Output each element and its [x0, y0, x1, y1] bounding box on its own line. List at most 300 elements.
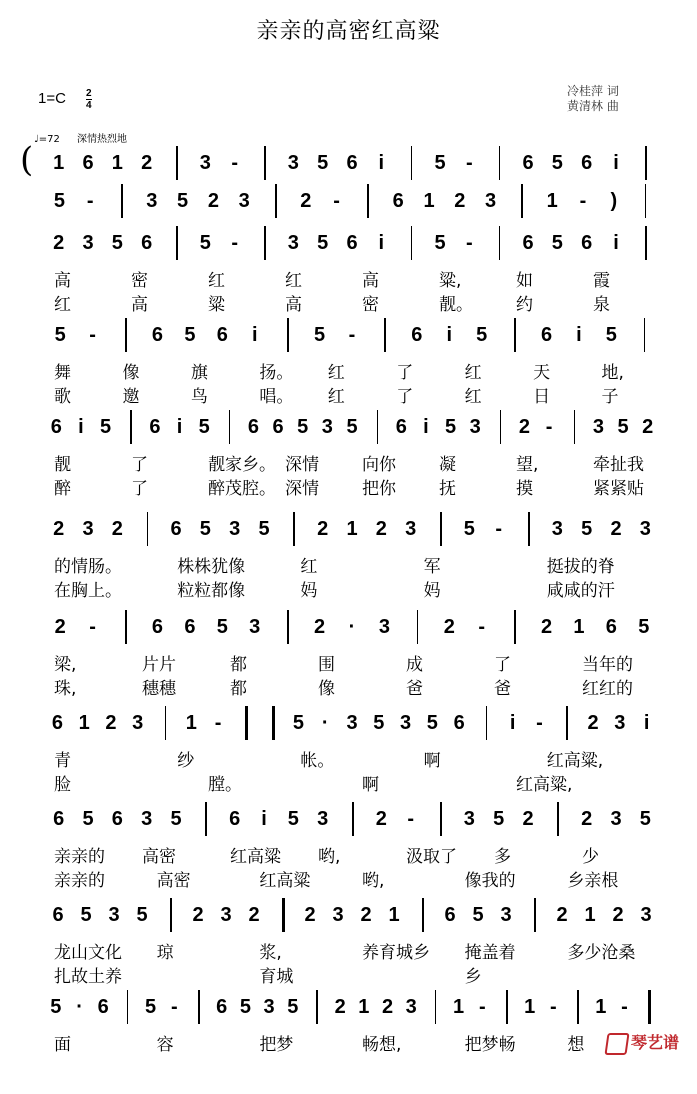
lyrics-line-2 [0, 382, 697, 407]
lyric: 红 [300, 557, 318, 577]
note: - [231, 152, 238, 174]
lyric: 子 [601, 387, 619, 407]
note: 1 [423, 190, 435, 212]
note: · [76, 996, 83, 1018]
barline [205, 802, 207, 836]
lyric: 穗穗 [142, 679, 176, 699]
note: 5 [198, 416, 210, 438]
note: 2 [53, 232, 65, 254]
barline [435, 990, 437, 1024]
lyric: 浆, [259, 943, 282, 963]
note: 5 [426, 712, 438, 734]
barline [521, 184, 523, 218]
lyric: 唱。 [259, 387, 294, 407]
lyric: 脸 [54, 775, 71, 795]
note: 6 [346, 232, 358, 254]
note: 5 [80, 904, 92, 926]
lyric: 亲亲的 [54, 847, 105, 867]
lyric: 啊 [423, 751, 441, 771]
lyric: 如 [516, 271, 533, 291]
lyrics-line-1 [0, 746, 697, 771]
note: i [446, 324, 453, 346]
lyric: 红红的 [582, 679, 633, 699]
barline [287, 610, 289, 644]
lyric: 多 [494, 847, 511, 867]
barline [514, 610, 516, 644]
barline [514, 318, 516, 352]
note: 5 [346, 416, 358, 438]
lyric: 妈 [300, 581, 318, 601]
note: 5 [53, 190, 65, 212]
note: 5 [184, 324, 196, 346]
note: - [407, 808, 414, 830]
note: i [423, 416, 429, 438]
lyrics-line-1 [0, 450, 697, 475]
lyric: 了 [131, 455, 148, 475]
note: 3 [592, 416, 604, 438]
note: 1 [111, 152, 123, 174]
barline [411, 226, 413, 260]
note: - [465, 152, 473, 174]
note: 3 [321, 416, 333, 438]
score-row [0, 614, 697, 714]
score-row [0, 710, 697, 810]
lyrics-line-1 [0, 650, 697, 675]
note: i [509, 712, 516, 734]
lyric: 醉茂腔。 [208, 479, 276, 499]
lyric: 紧紧贴 [593, 479, 644, 499]
note: 2 [192, 904, 204, 926]
note: - [214, 712, 222, 734]
lyric: 面 [54, 1035, 71, 1055]
note: 6 [51, 712, 63, 734]
score-row [0, 516, 697, 616]
note: 3 [463, 808, 475, 830]
note: 1 [185, 712, 197, 734]
lyric: 挺拔的脊 [546, 557, 615, 577]
lyrics-line-2 [0, 866, 697, 891]
note: - [231, 232, 238, 254]
lyric: 亲亲的 [54, 871, 105, 891]
note: 5 [551, 232, 563, 254]
note: 5 [444, 416, 457, 438]
barline [440, 802, 442, 836]
lyric: 红 [54, 295, 71, 315]
meter-bottom: 4 [86, 100, 92, 111]
note: 6 [216, 996, 228, 1018]
notes-line [0, 902, 697, 932]
lyric: 深情 [285, 479, 319, 499]
lyric: 咸咸的汗 [546, 581, 615, 601]
note: 6 [247, 416, 259, 438]
barline [440, 512, 442, 546]
note: - [621, 996, 628, 1018]
lyric: 帐。 [300, 751, 335, 771]
barline [500, 410, 502, 444]
note: 6 [272, 416, 284, 438]
note: 3 [405, 996, 417, 1018]
note: 2 [540, 616, 553, 638]
note: 1 [584, 904, 596, 926]
lyric: 像 [318, 679, 335, 699]
note: 2 [314, 616, 326, 638]
note: 2 [334, 996, 346, 1018]
note: 3 [551, 518, 563, 540]
note: 5 [111, 232, 123, 254]
lyric: 邀 [122, 387, 140, 407]
notes-line [0, 614, 697, 644]
note: i [643, 712, 650, 734]
note: 5 [373, 712, 385, 734]
note: 6 [170, 518, 182, 540]
time-signature [86, 88, 92, 111]
note: 3 [469, 416, 481, 438]
note: 6 [411, 324, 423, 346]
lyric: 妈 [423, 581, 441, 601]
lyric: 高 [54, 271, 71, 291]
note: 5 [493, 808, 505, 830]
note: i [378, 232, 385, 254]
note: 1 [573, 616, 585, 638]
note: 6 [97, 996, 109, 1018]
notes-line [0, 516, 697, 546]
lyric: 爸 [406, 679, 423, 699]
barline [287, 318, 289, 352]
notes-line [0, 994, 697, 1024]
barline [506, 990, 508, 1024]
lyric: 了 [396, 363, 414, 383]
lyric: 哟, [362, 871, 385, 891]
lyric: 都 [230, 655, 247, 675]
lyric: 容 [156, 1035, 174, 1055]
tempo-marking [34, 130, 127, 145]
note: 5 [54, 324, 66, 346]
note: 3 [346, 712, 358, 734]
note: 5 [292, 712, 304, 734]
note: 2 [375, 808, 387, 830]
barline [377, 410, 379, 444]
lyric: 纱 [177, 751, 195, 771]
note: 6 [453, 712, 465, 734]
note: 6 [53, 808, 65, 830]
lyric: 红 [208, 271, 225, 291]
note: 2 [141, 152, 153, 174]
lyric: 琼 [156, 943, 174, 963]
lyric: 把梦畅 [464, 1035, 516, 1055]
note: 5 [145, 996, 157, 1018]
note: 5 [434, 232, 446, 254]
note: 5 [50, 996, 62, 1018]
note: 2 [207, 190, 219, 212]
lyric: 约 [516, 295, 533, 315]
barline [130, 410, 132, 444]
lyric: 把梦 [259, 1035, 294, 1055]
lyric: 粱, [439, 271, 462, 291]
note: - [348, 324, 356, 346]
note: i [251, 324, 258, 346]
note: - [536, 712, 543, 734]
lyric: 密 [362, 295, 379, 315]
note: 6 [540, 324, 553, 346]
note: 3 [614, 712, 626, 734]
lyrics-line-1 [0, 938, 697, 963]
lyric: 泉 [593, 295, 610, 315]
barline [264, 226, 266, 260]
barline [645, 184, 647, 218]
lyric: 牵扯我 [593, 455, 644, 475]
barline [176, 146, 178, 180]
note: 2 [610, 518, 622, 540]
lyric: 了 [131, 479, 148, 499]
lyric: 天 [533, 363, 551, 383]
note: 6 [392, 190, 404, 212]
note: 5 [239, 996, 251, 1018]
lyric: 汲取了 [406, 847, 457, 867]
barline [367, 184, 369, 218]
lyrics-line-1 [0, 266, 697, 291]
note: 3 [317, 808, 329, 830]
barline [176, 226, 178, 260]
barline [245, 706, 248, 740]
note: 2 [360, 904, 372, 926]
lyric: 多少沧桑 [567, 943, 636, 963]
note: 1 [453, 996, 465, 1018]
note: - [89, 616, 96, 638]
note: 2 [375, 518, 387, 540]
expression-mark: 深情热烈地 [77, 134, 128, 145]
lyric: 靓。 [439, 295, 473, 315]
score-row [0, 902, 697, 1002]
note: - [579, 190, 587, 212]
score-row [0, 230, 697, 330]
notes-line [0, 322, 697, 352]
lyric: 啊 [362, 775, 379, 795]
score-row [0, 322, 697, 422]
note: 1 [388, 904, 400, 926]
note: - [478, 616, 485, 638]
note: 1 [524, 996, 536, 1018]
note: 3 [500, 904, 512, 926]
barline [411, 146, 413, 180]
note: 5 [297, 416, 309, 438]
score-row [0, 414, 697, 514]
note: 3 [141, 808, 153, 830]
note: 6 [444, 904, 456, 926]
barline [170, 898, 172, 932]
lyric: 珠, [54, 679, 77, 699]
barline [499, 226, 501, 260]
note: 5 [317, 232, 329, 254]
lyric: 乡亲根 [567, 871, 619, 891]
barline [229, 410, 231, 444]
barline [534, 898, 536, 932]
lyric: 红高粱 [230, 847, 281, 867]
lyric: 歌 [54, 387, 71, 407]
notes-line [0, 806, 697, 836]
lyric: 高密 [156, 871, 191, 891]
note: 2 [518, 416, 531, 438]
lyrics-line-1 [0, 842, 697, 867]
lyric: 深情 [285, 455, 319, 475]
barline [198, 990, 200, 1024]
lyric: 株株犹像 [177, 557, 246, 577]
lyric: 红 [327, 387, 345, 407]
note: 2 [304, 904, 316, 926]
note: 6 [346, 152, 358, 174]
note: 6 [52, 904, 64, 926]
key-signature: 1=C [38, 90, 66, 107]
note: 1 [358, 996, 370, 1018]
note: 3 [238, 190, 250, 212]
note: 3 [287, 232, 299, 254]
lyrics-line-2 [0, 474, 697, 499]
barline [275, 184, 277, 218]
lyric: 扬。 [259, 363, 294, 383]
barline [645, 146, 647, 180]
note: 6 [111, 808, 123, 830]
lyric: 鸟 [190, 387, 208, 407]
note: 3 [639, 518, 651, 540]
barline [272, 706, 275, 740]
logo-icon [604, 1033, 629, 1055]
lyric: 霞 [593, 271, 610, 291]
note: 5 [639, 808, 651, 830]
notes-line [0, 414, 697, 444]
note: 5 [170, 808, 182, 830]
credits [567, 84, 619, 114]
lyrics-line-1 [0, 358, 697, 383]
note: i [613, 232, 619, 254]
barline [125, 610, 127, 644]
note: - [550, 996, 557, 1018]
lyric: 靓 [54, 455, 71, 475]
note: 6 [581, 152, 593, 174]
note: i [176, 416, 183, 438]
lyric: 密 [131, 271, 148, 291]
note: 3 [132, 712, 144, 734]
barline [644, 318, 646, 352]
note: 5 [605, 324, 617, 346]
barline [352, 802, 354, 836]
note: i [261, 808, 267, 830]
note: 2 [443, 616, 455, 638]
note: 3 [400, 712, 412, 734]
lyric: 像 [122, 363, 140, 383]
barline [165, 706, 167, 740]
watermark-text: 琴艺谱 [631, 1033, 680, 1052]
lyric: 红 [285, 271, 302, 291]
lyric: 凝 [439, 455, 456, 475]
lyricist: 冷桂萍 词 [567, 84, 619, 98]
note: 3 [263, 996, 275, 1018]
note: 2 [54, 616, 66, 638]
lyric: 少 [582, 847, 599, 867]
barline [417, 610, 419, 644]
lyric: 向你 [362, 455, 396, 475]
note: i [576, 324, 582, 346]
note: 3 [485, 190, 497, 212]
note: 5 [199, 232, 211, 254]
note: 3 [378, 616, 390, 638]
lyric: 红高粱 [259, 871, 311, 891]
note: 1 [53, 152, 65, 174]
lyric: 地, [601, 363, 624, 383]
note: 2 [522, 808, 534, 830]
lyric: 把你 [362, 479, 396, 499]
note: - [86, 190, 94, 212]
note: 5 [287, 996, 299, 1018]
barline [293, 512, 295, 546]
note: 5 [463, 518, 475, 540]
note: 5 [100, 416, 112, 438]
lyric: 都 [230, 679, 247, 699]
lyric: 红 [464, 387, 482, 407]
lyric: 青 [54, 751, 71, 771]
note: - [465, 232, 473, 254]
lyrics-line-2 [0, 674, 697, 699]
note: 2 [317, 518, 329, 540]
note: · [321, 712, 329, 734]
barline [282, 898, 285, 932]
note: 3 [287, 152, 299, 174]
lyric: 爸 [494, 679, 511, 699]
note: 2 [454, 190, 466, 212]
lyric: 掩盖着 [464, 943, 516, 963]
tempo-value: ♩=72 [34, 134, 60, 145]
note: 5 [136, 904, 148, 926]
barline [121, 184, 123, 218]
note: 2 [642, 416, 654, 438]
note: - [495, 518, 502, 540]
lyrics-line-2 [0, 770, 697, 795]
note: i [378, 152, 385, 174]
note: 5 [434, 152, 446, 174]
note: 6 [522, 232, 534, 254]
note: 5 [617, 416, 629, 438]
barline [486, 706, 488, 740]
note: - [89, 324, 96, 346]
note: 6 [216, 324, 228, 346]
watermark-logo [606, 1030, 679, 1055]
barline [577, 990, 579, 1024]
note: 6 [605, 616, 617, 638]
lyric: 龙山文化 [54, 943, 122, 963]
lyric: 围 [318, 655, 335, 675]
notes-line [0, 188, 697, 218]
lyrics-line-1 [0, 1030, 697, 1055]
note: 6 [141, 232, 153, 254]
lyric: 军 [423, 557, 441, 577]
lyric: 旗 [190, 363, 208, 383]
lyric: 片片 [142, 655, 176, 675]
lyric: 望, [516, 455, 539, 475]
lyric: 膛。 [208, 775, 242, 795]
lyric: 高 [285, 295, 302, 315]
note: 6 [184, 616, 196, 638]
note: 3 [82, 232, 94, 254]
note: - [333, 190, 340, 212]
notes-line [0, 150, 697, 180]
lyric: 了 [396, 387, 414, 407]
lyrics-line-1 [0, 552, 697, 577]
note: i [613, 152, 619, 174]
note: 3 [249, 616, 261, 638]
note: 3 [332, 904, 344, 926]
barline [422, 898, 424, 932]
barline [384, 318, 386, 352]
notes-line [0, 710, 697, 740]
note: 5 [476, 324, 488, 346]
